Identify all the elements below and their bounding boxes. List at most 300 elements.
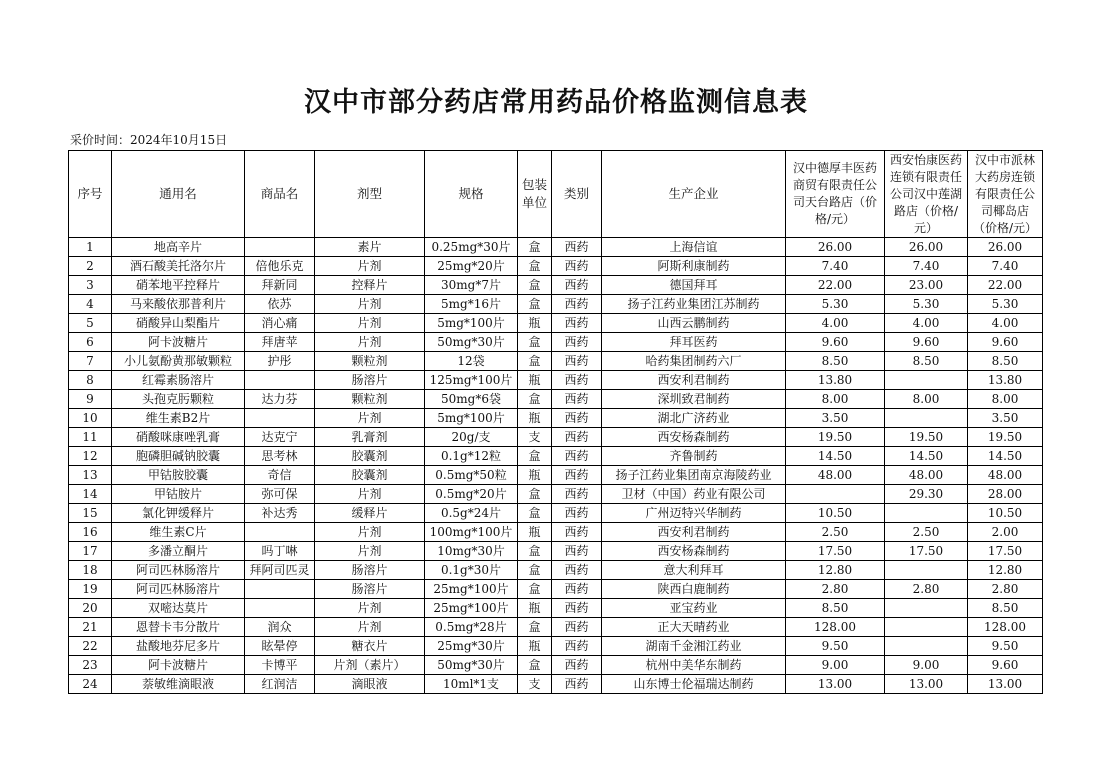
- cell-package-unit: 盒: [518, 618, 552, 637]
- cell-specification: 50mg*30片: [425, 656, 518, 675]
- cell-price-pailin: 13.80: [968, 371, 1043, 390]
- header-dosage-form: 剂型: [315, 151, 425, 238]
- cell-category: 西药: [552, 276, 602, 295]
- cell-generic-name: 头孢克肟颗粒: [112, 390, 245, 409]
- cell-dosage-form: 颗粒剂: [315, 390, 425, 409]
- cell-package-unit: 盒: [518, 333, 552, 352]
- cell-specification: 20g/支: [425, 428, 518, 447]
- cell-dosage-form: 片剂: [315, 599, 425, 618]
- cell-brand-name: 吗丁啉: [245, 542, 315, 561]
- cell-price-yikang: 48.00: [885, 466, 968, 485]
- cell-specification: 5mg*100片: [425, 409, 518, 428]
- page-title: 汉中市部分药店常用药品价格监测信息表: [304, 87, 808, 118]
- cell-package-unit: 瓶: [518, 599, 552, 618]
- cell-index: 3: [69, 276, 112, 295]
- cell-dosage-form: 糖衣片: [315, 637, 425, 656]
- cell-price-yikang: 8.50: [885, 352, 968, 371]
- cell-brand-name: 眩晕停: [245, 637, 315, 656]
- cell-price-dehoufeng: 26.00: [786, 238, 885, 257]
- cell-brand-name: 红润洁: [245, 675, 315, 694]
- cell-manufacturer: 山东博士伦福瑞达制药: [602, 675, 786, 694]
- cell-specification: 25mg*20片: [425, 257, 518, 276]
- cell-package-unit: 盒: [518, 352, 552, 371]
- table-row: [69, 561, 1043, 580]
- table-row: [69, 656, 1043, 675]
- cell-index: 18: [69, 561, 112, 580]
- cell-specification: 25mg*30片: [425, 637, 518, 656]
- cell-price-pailin: 10.50: [968, 504, 1043, 523]
- cell-index: 19: [69, 580, 112, 599]
- cell-specification: 0.5g*24片: [425, 504, 518, 523]
- cell-price-dehoufeng: 17.50: [786, 542, 885, 561]
- header-category: 类别: [552, 151, 602, 238]
- cell-generic-name: 阿司匹林肠溶片: [112, 561, 245, 580]
- table-row: [69, 352, 1043, 371]
- cell-specification: 5mg*16片: [425, 295, 518, 314]
- cell-specification: 0.5mg*50粒: [425, 466, 518, 485]
- cell-manufacturer: 西安杨森制药: [602, 428, 786, 447]
- cell-category: 西药: [552, 599, 602, 618]
- cell-brand-name: 护彤: [245, 352, 315, 371]
- table-row: [69, 276, 1043, 295]
- cell-package-unit: 瓶: [518, 637, 552, 656]
- cell-index: 22: [69, 637, 112, 656]
- cell-index: 2: [69, 257, 112, 276]
- cell-price-yikang: [885, 504, 968, 523]
- cell-price-yikang: [885, 561, 968, 580]
- cell-price-dehoufeng: 128.00: [786, 618, 885, 637]
- cell-manufacturer: 西安利君制药: [602, 523, 786, 542]
- cell-generic-name: 胞磷胆碱钠胶囊: [112, 447, 245, 466]
- cell-brand-name: [245, 523, 315, 542]
- cell-dosage-form: 片剂: [315, 333, 425, 352]
- cell-specification: 10ml*1支: [425, 675, 518, 694]
- cell-specification: 0.5mg*28片: [425, 618, 518, 637]
- cell-package-unit: 盒: [518, 295, 552, 314]
- table-row: [69, 428, 1043, 447]
- cell-package-unit: 瓶: [518, 409, 552, 428]
- cell-brand-name: [245, 238, 315, 257]
- cell-brand-name: 弥可保: [245, 485, 315, 504]
- cell-category: 西药: [552, 295, 602, 314]
- cell-price-pailin: 17.50: [968, 542, 1043, 561]
- cell-dosage-form: 片剂: [315, 523, 425, 542]
- header-store-dehoufeng: 汉中德厚丰医药商贸有限责任公司天台路店（价格/元）: [786, 151, 885, 238]
- cell-price-dehoufeng: 13.00: [786, 675, 885, 694]
- cell-category: 西药: [552, 580, 602, 599]
- cell-package-unit: 瓶: [518, 371, 552, 390]
- cell-dosage-form: 滴眼液: [315, 675, 425, 694]
- cell-generic-name: 红霉素肠溶片: [112, 371, 245, 390]
- table-row: [69, 504, 1043, 523]
- cell-index: 7: [69, 352, 112, 371]
- cell-specification: 5mg*100片: [425, 314, 518, 333]
- cell-generic-name: 双嘧达莫片: [112, 599, 245, 618]
- cell-manufacturer: 意大利拜耳: [602, 561, 786, 580]
- cell-price-yikang: 4.00: [885, 314, 968, 333]
- cell-price-dehoufeng: 2.50: [786, 523, 885, 542]
- table-row: [69, 390, 1043, 409]
- cell-dosage-form: 片剂: [315, 618, 425, 637]
- cell-index: 4: [69, 295, 112, 314]
- cell-price-pailin: 4.00: [968, 314, 1043, 333]
- cell-price-dehoufeng: 9.50: [786, 637, 885, 656]
- cell-price-dehoufeng: 3.50: [786, 409, 885, 428]
- cell-price-pailin: 13.00: [968, 675, 1043, 694]
- cell-index: 16: [69, 523, 112, 542]
- cell-specification: 10mg*30片: [425, 542, 518, 561]
- cell-price-dehoufeng: 19.50: [786, 428, 885, 447]
- cell-index: 8: [69, 371, 112, 390]
- cell-specification: 25mg*100片: [425, 580, 518, 599]
- cell-price-yikang: 5.30: [885, 295, 968, 314]
- table-row: [69, 618, 1043, 637]
- cell-manufacturer: 拜耳医药: [602, 333, 786, 352]
- cell-generic-name: 地高辛片: [112, 238, 245, 257]
- header-index: 序号: [69, 151, 112, 238]
- cell-specification: 0.5mg*20片: [425, 485, 518, 504]
- table-row: [69, 295, 1043, 314]
- cell-price-pailin: 8.50: [968, 352, 1043, 371]
- cell-specification: 50mg*6袋: [425, 390, 518, 409]
- cell-category: 西药: [552, 447, 602, 466]
- cell-manufacturer: 陕西白鹿制药: [602, 580, 786, 599]
- cell-price-pailin: 9.50: [968, 637, 1043, 656]
- cell-index: 10: [69, 409, 112, 428]
- cell-generic-name: 酒石酸美托洛尔片: [112, 257, 245, 276]
- cell-package-unit: 盒: [518, 238, 552, 257]
- cell-generic-name: 硝酸咪康唑乳膏: [112, 428, 245, 447]
- cell-specification: 30mg*7片: [425, 276, 518, 295]
- cell-specification: 50mg*30片: [425, 333, 518, 352]
- cell-specification: 0.25mg*30片: [425, 238, 518, 257]
- cell-generic-name: 维生素B2片: [112, 409, 245, 428]
- cell-category: 西药: [552, 675, 602, 694]
- cell-brand-name: 倍他乐克: [245, 257, 315, 276]
- cell-price-pailin: 48.00: [968, 466, 1043, 485]
- cell-price-pailin: 14.50: [968, 447, 1043, 466]
- cell-package-unit: 瓶: [518, 314, 552, 333]
- cell-package-unit: 支: [518, 428, 552, 447]
- cell-brand-name: 奇信: [245, 466, 315, 485]
- cell-price-yikang: 23.00: [885, 276, 968, 295]
- cell-brand-name: 达克宁: [245, 428, 315, 447]
- cell-generic-name: 甲钴胺胶囊: [112, 466, 245, 485]
- table-row: [69, 523, 1043, 542]
- cell-category: 西药: [552, 409, 602, 428]
- cell-price-pailin: 128.00: [968, 618, 1043, 637]
- cell-brand-name: 拜唐苹: [245, 333, 315, 352]
- cell-generic-name: 阿卡波糖片: [112, 333, 245, 352]
- cell-category: 西药: [552, 333, 602, 352]
- cell-generic-name: 阿卡波糖片: [112, 656, 245, 675]
- cell-price-yikang: [885, 599, 968, 618]
- cell-price-pailin: 26.00: [968, 238, 1043, 257]
- cell-dosage-form: 片剂: [315, 409, 425, 428]
- cell-price-dehoufeng: 5.30: [786, 295, 885, 314]
- table-row: [69, 485, 1043, 504]
- price-table: [68, 150, 1043, 694]
- cell-manufacturer: 德国拜耳: [602, 276, 786, 295]
- cell-price-pailin: 28.00: [968, 485, 1043, 504]
- cell-package-unit: 盒: [518, 580, 552, 599]
- cell-price-pailin: 19.50: [968, 428, 1043, 447]
- cell-price-yikang: [885, 409, 968, 428]
- cell-package-unit: 盒: [518, 656, 552, 675]
- cell-price-dehoufeng: 14.50: [786, 447, 885, 466]
- cell-dosage-form: 胶囊剂: [315, 466, 425, 485]
- cell-price-yikang: [885, 371, 968, 390]
- cell-generic-name: 维生素C片: [112, 523, 245, 542]
- table-row: [69, 333, 1043, 352]
- cell-generic-name: 甲钴胺片: [112, 485, 245, 504]
- header-generic-name: 通用名: [112, 151, 245, 238]
- cell-price-pailin: 12.80: [968, 561, 1043, 580]
- cell-category: 西药: [552, 390, 602, 409]
- cell-index: 9: [69, 390, 112, 409]
- table-row: [69, 238, 1043, 257]
- cell-category: 西药: [552, 542, 602, 561]
- cell-price-dehoufeng: 2.80: [786, 580, 885, 599]
- table-row: [69, 580, 1043, 599]
- cell-generic-name: 恩替卡韦分散片: [112, 618, 245, 637]
- cell-manufacturer: 西安利君制药: [602, 371, 786, 390]
- cell-price-pailin: 8.00: [968, 390, 1043, 409]
- cell-package-unit: 盒: [518, 561, 552, 580]
- cell-price-pailin: 5.30: [968, 295, 1043, 314]
- cell-index: 20: [69, 599, 112, 618]
- cell-brand-name: 润众: [245, 618, 315, 637]
- cell-index: 13: [69, 466, 112, 485]
- table-header-row: [69, 151, 1043, 238]
- cell-manufacturer: 湖南千金湘江药业: [602, 637, 786, 656]
- cell-category: 西药: [552, 257, 602, 276]
- cell-generic-name: 多潘立酮片: [112, 542, 245, 561]
- cell-manufacturer: 西安杨森制药: [602, 542, 786, 561]
- cell-price-dehoufeng: 8.50: [786, 352, 885, 371]
- cell-dosage-form: 素片: [315, 238, 425, 257]
- cell-package-unit: 瓶: [518, 466, 552, 485]
- cell-category: 西药: [552, 371, 602, 390]
- table-row: [69, 542, 1043, 561]
- cell-index: 11: [69, 428, 112, 447]
- cell-category: 西药: [552, 238, 602, 257]
- cell-dosage-form: 颗粒剂: [315, 352, 425, 371]
- cell-price-yikang: 19.50: [885, 428, 968, 447]
- cell-price-yikang: 29.30: [885, 485, 968, 504]
- cell-category: 西药: [552, 561, 602, 580]
- cell-manufacturer: 杭州中美华东制药: [602, 656, 786, 675]
- cell-specification: 0.1g*30片: [425, 561, 518, 580]
- table-row: [69, 447, 1043, 466]
- cell-price-pailin: 2.00: [968, 523, 1043, 542]
- cell-index: 21: [69, 618, 112, 637]
- cell-price-dehoufeng: 8.50: [786, 599, 885, 618]
- cell-dosage-form: 片剂: [315, 542, 425, 561]
- cell-price-pailin: 8.50: [968, 599, 1043, 618]
- cell-brand-name: 补达秀: [245, 504, 315, 523]
- cell-package-unit: 支: [518, 675, 552, 694]
- cell-brand-name: [245, 599, 315, 618]
- cell-price-dehoufeng: 22.00: [786, 276, 885, 295]
- cell-dosage-form: 片剂（素片）: [315, 656, 425, 675]
- header-package-unit: 包装单位: [518, 151, 552, 238]
- cell-manufacturer: 广州迈特兴华制药: [602, 504, 786, 523]
- cell-price-dehoufeng: 9.00: [786, 656, 885, 675]
- cell-category: 西药: [552, 523, 602, 542]
- cell-brand-name: 达力芬: [245, 390, 315, 409]
- cell-dosage-form: 片剂: [315, 485, 425, 504]
- cell-brand-name: 拜新同: [245, 276, 315, 295]
- cell-category: 西药: [552, 485, 602, 504]
- cell-index: 17: [69, 542, 112, 561]
- cell-dosage-form: 乳膏剂: [315, 428, 425, 447]
- table-row: [69, 314, 1043, 333]
- cell-package-unit: 盒: [518, 447, 552, 466]
- cell-price-yikang: 17.50: [885, 542, 968, 561]
- cell-specification: 25mg*100片: [425, 599, 518, 618]
- cell-manufacturer: 齐鲁制药: [602, 447, 786, 466]
- table-row: [69, 599, 1043, 618]
- cell-specification: 125mg*100片: [425, 371, 518, 390]
- cell-price-yikang: 26.00: [885, 238, 968, 257]
- cell-price-dehoufeng: 12.80: [786, 561, 885, 580]
- cell-manufacturer: 卫材（中国）药业有限公司: [602, 485, 786, 504]
- cell-package-unit: 盒: [518, 485, 552, 504]
- cell-category: 西药: [552, 314, 602, 333]
- cell-specification: 0.1g*12粒: [425, 447, 518, 466]
- cell-manufacturer: 扬子江药业集团江苏制药: [602, 295, 786, 314]
- cell-manufacturer: 湖北广济药业: [602, 409, 786, 428]
- cell-dosage-form: 肠溶片: [315, 561, 425, 580]
- cell-price-dehoufeng: [786, 485, 885, 504]
- cell-price-yikang: 8.00: [885, 390, 968, 409]
- header-specification: 规格: [425, 151, 518, 238]
- cell-generic-name: 小儿氨酚黄那敏颗粒: [112, 352, 245, 371]
- cell-package-unit: 盒: [518, 390, 552, 409]
- cell-price-yikang: [885, 637, 968, 656]
- cell-index: 15: [69, 504, 112, 523]
- cell-package-unit: 盒: [518, 276, 552, 295]
- cell-price-pailin: 22.00: [968, 276, 1043, 295]
- cell-price-pailin: 9.60: [968, 656, 1043, 675]
- cell-index: 23: [69, 656, 112, 675]
- cell-price-yikang: [885, 618, 968, 637]
- cell-price-yikang: 2.50: [885, 523, 968, 542]
- cell-index: 12: [69, 447, 112, 466]
- cell-generic-name: 马来酸依那普利片: [112, 295, 245, 314]
- cell-price-dehoufeng: 13.80: [786, 371, 885, 390]
- cell-dosage-form: 缓释片: [315, 504, 425, 523]
- cell-brand-name: 消心痛: [245, 314, 315, 333]
- cell-brand-name: [245, 409, 315, 428]
- cell-manufacturer: 哈药集团制药六厂: [602, 352, 786, 371]
- cell-brand-name: 拜阿司匹灵: [245, 561, 315, 580]
- cell-brand-name: [245, 580, 315, 599]
- cell-price-yikang: 2.80: [885, 580, 968, 599]
- cell-generic-name: 阿司匹林肠溶片: [112, 580, 245, 599]
- cell-package-unit: 盒: [518, 504, 552, 523]
- cell-price-dehoufeng: 4.00: [786, 314, 885, 333]
- cell-price-pailin: 3.50: [968, 409, 1043, 428]
- cell-price-dehoufeng: 10.50: [786, 504, 885, 523]
- cell-manufacturer: 山西云鹏制药: [602, 314, 786, 333]
- cell-category: 西药: [552, 618, 602, 637]
- cell-price-pailin: 2.80: [968, 580, 1043, 599]
- cell-generic-name: 硝酸异山梨酯片: [112, 314, 245, 333]
- cell-manufacturer: 正大天晴药业: [602, 618, 786, 637]
- cell-manufacturer: 扬子江药业集团南京海陵药业: [602, 466, 786, 485]
- cell-price-yikang: 9.00: [885, 656, 968, 675]
- cell-dosage-form: 片剂: [315, 295, 425, 314]
- survey-date: 采价时间：2024年10月15日: [70, 133, 228, 147]
- cell-price-yikang: 13.00: [885, 675, 968, 694]
- cell-category: 西药: [552, 428, 602, 447]
- cell-manufacturer: 深圳致君制药: [602, 390, 786, 409]
- cell-price-dehoufeng: 8.00: [786, 390, 885, 409]
- cell-manufacturer: 阿斯利康制药: [602, 257, 786, 276]
- header-store-pailin: 汉中市派林大药房连锁有限责任公司椰岛店（价格/元）: [968, 151, 1043, 238]
- cell-package-unit: 瓶: [518, 523, 552, 542]
- cell-index: 14: [69, 485, 112, 504]
- cell-category: 西药: [552, 656, 602, 675]
- cell-brand-name: 依苏: [245, 295, 315, 314]
- table-row: [69, 409, 1043, 428]
- cell-category: 西药: [552, 352, 602, 371]
- header-manufacturer: 生产企业: [602, 151, 786, 238]
- cell-price-pailin: 7.40: [968, 257, 1043, 276]
- cell-category: 西药: [552, 504, 602, 523]
- cell-index: 6: [69, 333, 112, 352]
- cell-price-dehoufeng: 7.40: [786, 257, 885, 276]
- cell-price-dehoufeng: 9.60: [786, 333, 885, 352]
- cell-price-pailin: 9.60: [968, 333, 1043, 352]
- cell-index: 5: [69, 314, 112, 333]
- cell-brand-name: 思考林: [245, 447, 315, 466]
- cell-brand-name: 卡博平: [245, 656, 315, 675]
- cell-price-dehoufeng: 48.00: [786, 466, 885, 485]
- cell-manufacturer: 上海信谊: [602, 238, 786, 257]
- table-row: [69, 675, 1043, 694]
- cell-price-yikang: 14.50: [885, 447, 968, 466]
- cell-dosage-form: 片剂: [315, 314, 425, 333]
- cell-dosage-form: 肠溶片: [315, 371, 425, 390]
- cell-generic-name: 硝苯地平控释片: [112, 276, 245, 295]
- cell-specification: 100mg*100片: [425, 523, 518, 542]
- cell-index: 1: [69, 238, 112, 257]
- cell-index: 24: [69, 675, 112, 694]
- cell-generic-name: 氯化钾缓释片: [112, 504, 245, 523]
- header-store-yikang: 西安怡康医药连锁有限责任公司汉中莲湖路店（价格/元）: [885, 151, 968, 238]
- table-row: [69, 257, 1043, 276]
- cell-price-yikang: 7.40: [885, 257, 968, 276]
- cell-dosage-form: 胶囊剂: [315, 447, 425, 466]
- cell-category: 西药: [552, 637, 602, 656]
- cell-generic-name: 盐酸地芬尼多片: [112, 637, 245, 656]
- cell-dosage-form: 片剂: [315, 257, 425, 276]
- cell-generic-name: 萘敏维滴眼液: [112, 675, 245, 694]
- table-row: [69, 466, 1043, 485]
- table-row: [69, 637, 1043, 656]
- cell-price-yikang: 9.60: [885, 333, 968, 352]
- cell-package-unit: 盒: [518, 257, 552, 276]
- cell-manufacturer: 亚宝药业: [602, 599, 786, 618]
- table-row: [69, 371, 1043, 390]
- cell-dosage-form: 控释片: [315, 276, 425, 295]
- cell-package-unit: 盒: [518, 542, 552, 561]
- cell-category: 西药: [552, 466, 602, 485]
- cell-specification: 12袋: [425, 352, 518, 371]
